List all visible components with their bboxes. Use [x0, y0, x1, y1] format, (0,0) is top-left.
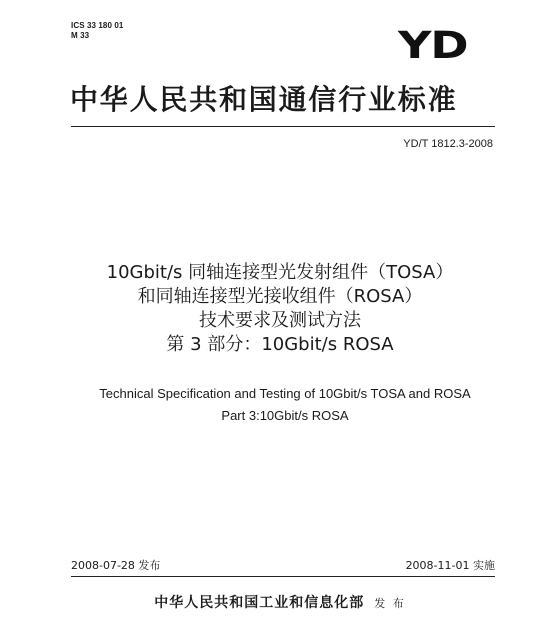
- publisher-action: 发 布: [374, 597, 406, 610]
- implement-date: 2008-11-01 实施: [405, 559, 495, 572]
- main-title: [40, 261, 520, 357]
- standard-category-title: 中华人民共和国通信行业标准: [70, 83, 458, 116]
- main-title-line: 和同轴连接型光接收组件（ROSA）: [137, 286, 423, 307]
- english-title: [40, 383, 530, 427]
- class-code: M 33: [71, 31, 90, 40]
- standard-number: YD/T 1812.3-2008: [403, 138, 493, 150]
- publisher-name: 中华人民共和国工业和信息化部: [154, 595, 365, 611]
- main-title-line: 技术要求及测试方法: [199, 310, 361, 331]
- english-title-line: Technical Specification and Testing of 10Gbit/s TOSA and ROSA: [99, 386, 471, 401]
- main-title-line: 第 3 部分：10Gbit/s ROSA: [166, 334, 394, 355]
- publish-date: 2008-07-28 发布: [71, 559, 161, 572]
- english-title-line: Part 3:10Gbit/s ROSA: [221, 408, 349, 423]
- top-divider: [71, 126, 495, 127]
- bottom-divider: [71, 576, 495, 577]
- main-title-line: 10Gbit/s 同轴连接型光发射组件（TOSA）: [106, 262, 454, 283]
- yd-logo: YD: [398, 24, 468, 67]
- ics-code: ICS 33 180 01: [71, 21, 124, 30]
- publisher: [40, 594, 520, 613]
- classification-codes: [71, 21, 123, 41]
